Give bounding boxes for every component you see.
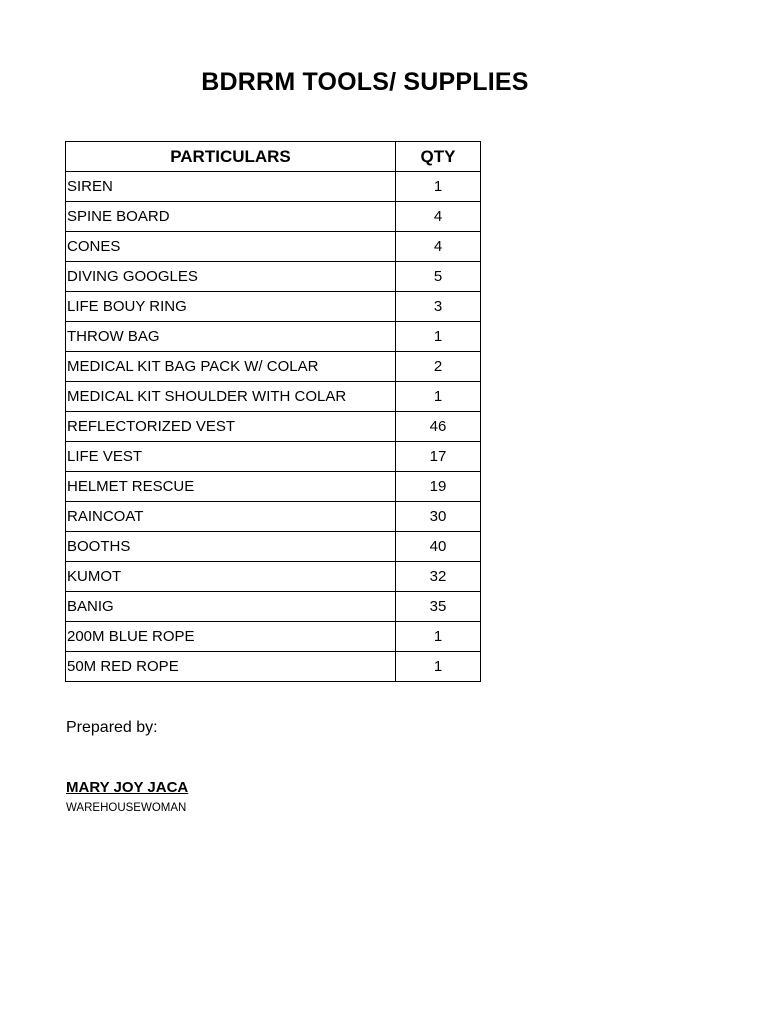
prepared-by-label: Prepared by: [66, 719, 158, 736]
table-row [66, 382, 481, 412]
table-row [66, 622, 481, 652]
item-qty: 40 [396, 532, 481, 562]
item-name: BOOTHS [66, 532, 396, 562]
item-qty: 30 [396, 502, 481, 532]
item-name: CONES [66, 232, 396, 262]
signer-name: MARY JOY JACA [66, 779, 189, 796]
header-particulars: PARTICULARS [66, 142, 396, 172]
item-qty: 3 [396, 292, 481, 322]
table-row [66, 652, 481, 682]
item-name: MEDICAL KIT SHOULDER WITH COLAR [66, 382, 396, 412]
table-row [66, 442, 481, 472]
table-row [66, 502, 481, 532]
item-qty: 19 [396, 472, 481, 502]
item-qty: 1 [396, 652, 481, 682]
item-name: REFLECTORIZED VEST [66, 412, 396, 442]
supplies-table [65, 141, 481, 682]
item-name: LIFE BOUY RING [66, 292, 396, 322]
table-row [66, 472, 481, 502]
table-row [66, 232, 481, 262]
table-row [66, 412, 481, 442]
item-name: 50M RED ROPE [66, 652, 396, 682]
item-name: SPINE BOARD [66, 202, 396, 232]
document-title: BDRRM TOOLS/ SUPPLIES [201, 68, 529, 96]
table-row [66, 352, 481, 382]
table-row [66, 562, 481, 592]
item-name: RAINCOAT [66, 502, 396, 532]
table-row [66, 202, 481, 232]
item-qty: 4 [396, 202, 481, 232]
item-qty: 2 [396, 352, 481, 382]
item-name: HELMET RESCUE [66, 472, 396, 502]
item-name: KUMOT [66, 562, 396, 592]
item-name: SIREN [66, 172, 396, 202]
item-qty: 1 [396, 322, 481, 352]
item-name: MEDICAL KIT BAG PACK W/ COLAR [66, 352, 396, 382]
table-row [66, 172, 481, 202]
item-name: THROW BAG [66, 322, 396, 352]
item-qty: 1 [396, 382, 481, 412]
item-name: BANIG [66, 592, 396, 622]
signer-role: WAREHOUSEWOMAN [66, 802, 187, 814]
item-name: DIVING GOOGLES [66, 262, 396, 292]
table-row [66, 262, 481, 292]
item-qty: 1 [396, 622, 481, 652]
table-header-row [66, 142, 481, 172]
table-row [66, 532, 481, 562]
item-qty: 35 [396, 592, 481, 622]
item-qty: 32 [396, 562, 481, 592]
item-qty: 4 [396, 232, 481, 262]
item-name: LIFE VEST [66, 442, 396, 472]
item-qty: 17 [396, 442, 481, 472]
item-qty: 1 [396, 172, 481, 202]
header-qty: QTY [396, 142, 481, 172]
item-name: 200M BLUE ROPE [66, 622, 396, 652]
table-row [66, 292, 481, 322]
table-row [66, 592, 481, 622]
item-qty: 46 [396, 412, 481, 442]
item-qty: 5 [396, 262, 481, 292]
table-row [66, 322, 481, 352]
